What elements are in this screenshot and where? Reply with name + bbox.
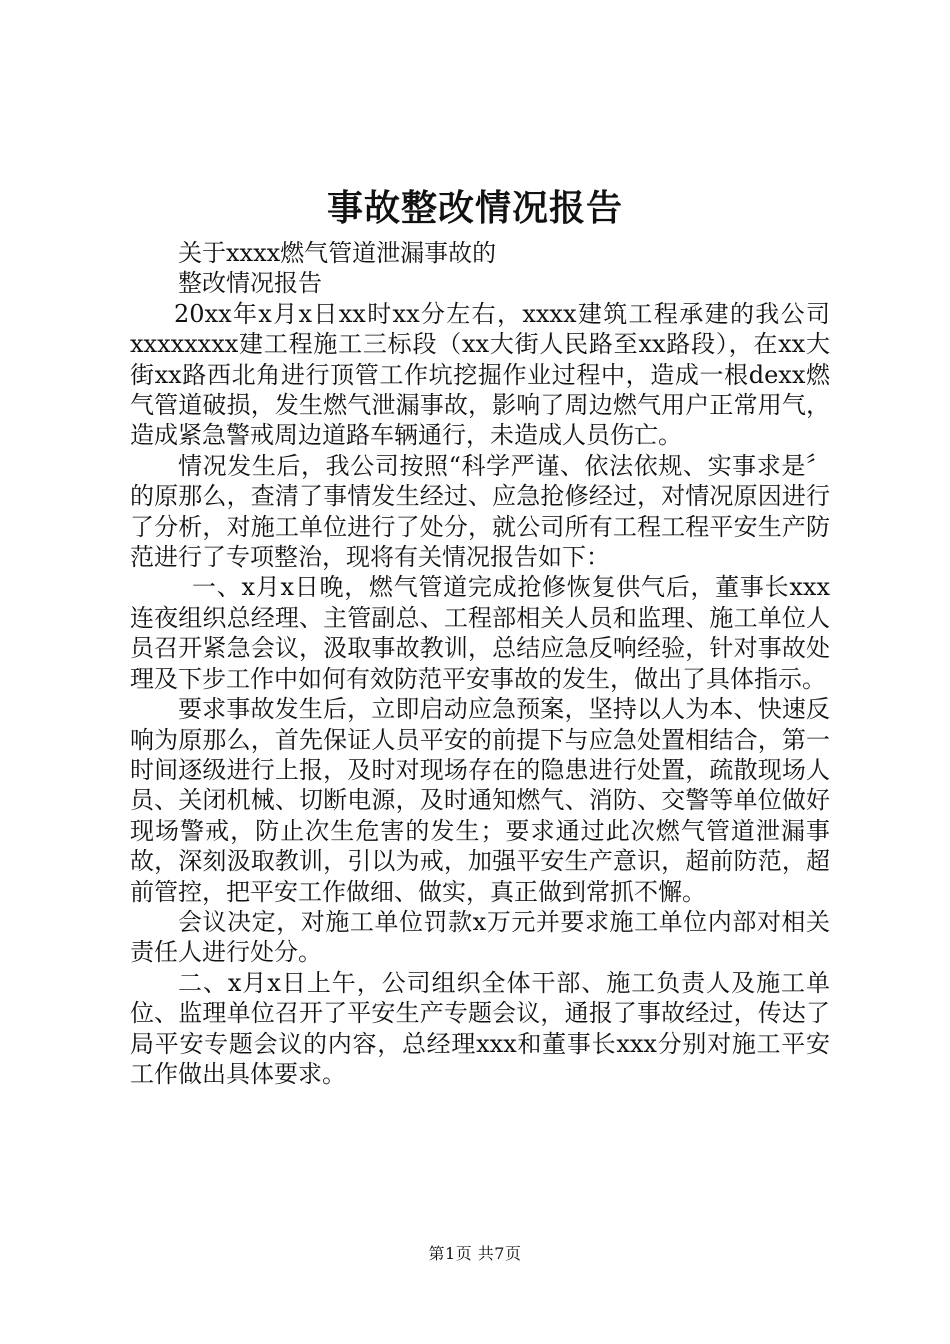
subtitle-line-2: 整改情况报告: [178, 269, 322, 298]
paragraph-requirements: 要求事故发生后，立即启动应急预案，坚持以人为本、快速反响为原那么，首先保证人员平安的前提下与应急处置相结合，第一时间逐级进行上报，及时对现场存在的隐患进行处置，疏散现场人员、关闭机械、切断电源，及时通知燃气、消防、交警等单位做好现场警戒，防止次生危害的发生；要求通过此次燃气管道泄漏事故，深刻汲取教训，引以为戒，加强平安生产意识，超前防范，超前管控，把平安工作做细、做实，真正做到常抓不懈。: [130, 695, 830, 906]
paragraph-incident-summary: 20xx年x月x日xx时xx分左右，xxxx建筑工程承建的我公司xxxxxxxx建工程施工三标段（xx大街人民路至xx路段），在xx大街xx路西北角进行顶管工作坑挖掘作业过程中，造成一根dexx燃气管道破损，发生燃气泄漏事故，影响了周边燃气用户正常用气，造成紧急警戒周边道路车辆通行，未造成人员伤亡。: [130, 299, 830, 450]
document-title: 事故整改情况报告: [326, 187, 623, 229]
subtitle-line-1: 关于xxxx燃气管道泄漏事故的: [178, 239, 497, 267]
page-indicator: 第1页 共7页: [428, 1244, 522, 1263]
paragraph-section-two: 二、x月x日上午，公司组织全体干部、施工负责人及施工单位、监理单位召开了平安生产专题会议，通报了事故经过，传达了局平安专题会议的内容，总经理xxx和董事长xxx分别对施工平安工作做出具体要求。: [130, 968, 830, 1088]
paragraph-section-one: 一、x月x日晚，燃气管道完成抢修恢复供气后，董事长xxx连夜组织总经理、主管副总、工程部相关人员和监理、施工单位人员召开紧急会议，汲取事故教训，总结应急反响经验，针对事故处理及下步工作中如何有效防范平安事故的发生，做出了具体指示。: [130, 573, 830, 693]
paragraph-response-overview: 情况发生后，我公司按照“科学严谨、依法依规、实事求是〞的原那么，查清了事情发生经过、应急抢修经过，对情况原因进行了分析，对施工单位进行了处分，就公司所有工程工程平安生产防范进行了专项整治，现将有关情况报告如下：: [130, 451, 830, 572]
paragraph-meeting-decision: 会议决定，对施工单位罚款x万元并要求施工单位内部对相关责任人进行处分。: [130, 907, 830, 967]
document-body: [130, 238, 830, 1089]
